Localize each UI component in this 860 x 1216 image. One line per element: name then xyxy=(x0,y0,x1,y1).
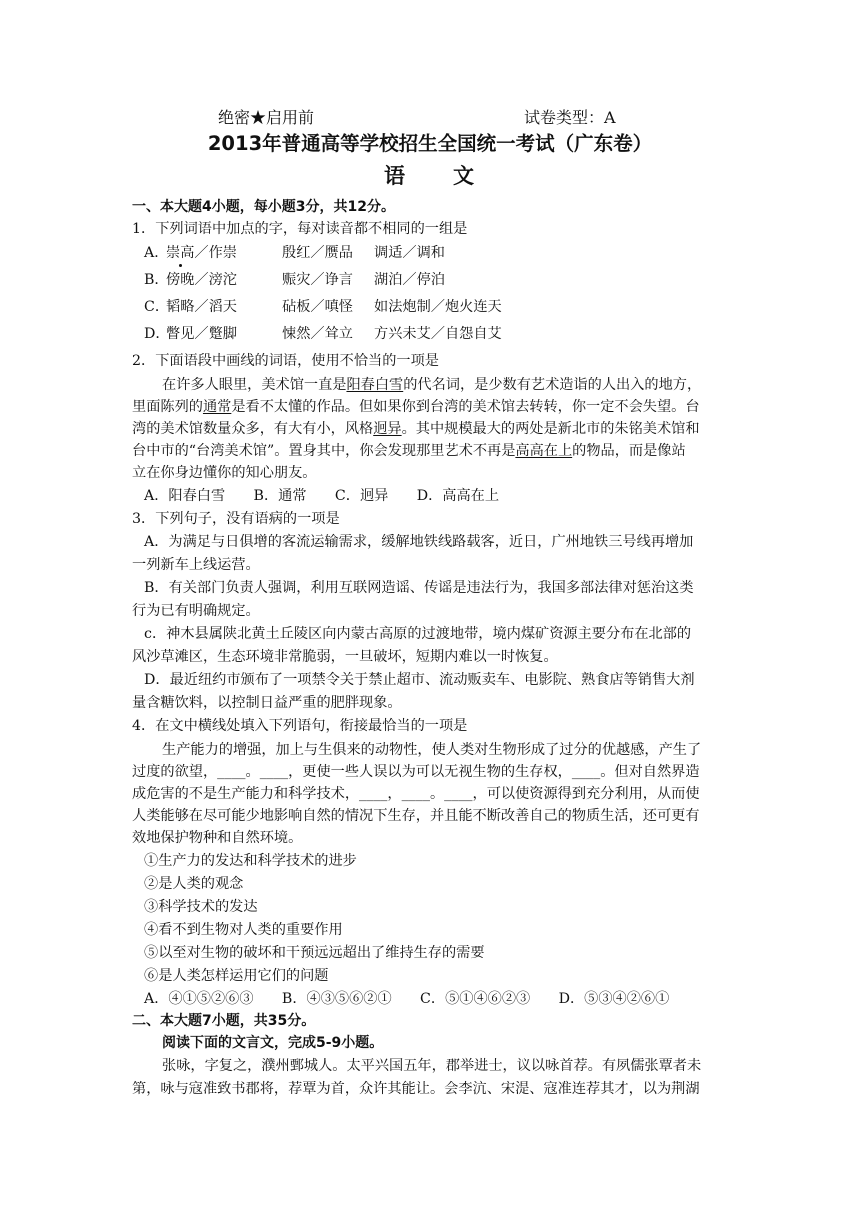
q1-option-c: C．韬略／滔天 砧板／嗔怪 如法炮制／炮火连天 xyxy=(144,299,502,315)
q4-passage-line-4: 人类能够在尽可能少地影响自然的情况下生存，并且能不断改善自己的物质生活，还可更有 xyxy=(132,808,700,824)
exam-title: 2013年普通高等学校招生全国统一考试（广东卷） xyxy=(207,132,653,155)
q2-passage-line-2: 里面陈列的通常是看不太懂的作品。但如果你到台湾的美术馆去转转，你一定不会失望。台 xyxy=(132,399,700,415)
underlined-term-2: 通常 xyxy=(202,399,232,415)
q2-passage-line-3: 湾的美术馆数量众多，有大有小，风格迥异。其中规模最大的两处是新北市的朱铭美术馆和 xyxy=(132,421,700,437)
classical-passage-line-1: 张咏，字复之，濮州鄄城人。太平兴国五年，郡举进士，议以咏首荐。有夙儒张覃者未 xyxy=(162,1058,702,1074)
q4-passage-line-5: 效地保护物种和自然环境。 xyxy=(132,830,303,846)
q3-stem: 3．下列句子，没有语病的一项是 xyxy=(132,511,340,527)
section-2-intro: 阅读下面的文言文，完成5-9小题。 xyxy=(162,1035,384,1051)
q2-passage-line-4: 台中市的“台湾美术馆”。置身其中，你会发现那里艺术不再是高高在上的物品，而是像站 xyxy=(132,443,686,459)
q2-passage-line-5: 立在你身边懂你的知心朋友。 xyxy=(132,465,317,481)
q4-stem: 4．在文中横线处填入下列语句，衔接最恰当的一项是 xyxy=(132,718,468,734)
q4-item-3: ③科学技术的发达 xyxy=(144,899,258,915)
q1-a-word-1: 崇高 xyxy=(166,245,195,261)
q4-item-2: ②是人类的观念 xyxy=(144,876,244,892)
q1-option-b: B．傍晚／滂沱 赈灾／诤言 湖泊／停泊 xyxy=(144,272,445,288)
q4-item-1: ①生产力的发达和科学技术的进步 xyxy=(144,853,357,869)
q3-option-b-line-1: B．有关部门负责人强调，利用互联网造谣、传谣是违法行为，我国多部法律对惩治这类 xyxy=(144,580,694,596)
q4-item-4: ④看不到生物对人类的重要作用 xyxy=(144,922,343,938)
underlined-term-1: 阳春白雪 xyxy=(346,377,404,393)
q4-passage-line-3: 成危害的不是生产能力和科学技术，____，____。____，可以使资源得到充分利用，从而使 xyxy=(132,786,700,802)
confidential-label: 绝密★启用前 xyxy=(218,108,315,127)
q4-options: A．④①⑤②⑥③ B．④③⑤⑥②① C．⑤①④⑥②③ D．⑤③④②⑥① xyxy=(144,991,670,1007)
q3-option-a-line-1: A．为满足与日俱增的客流运输需求，缓解地铁线路载客，近日，广州地铁三号线再增加 xyxy=(144,534,694,550)
q1-stem: 1．下列词语中加点的字，每对读音都不相同的一组是 xyxy=(132,221,468,237)
q4-passage-line-1: 生产能力的增强，加上与生俱来的动物性，使人类对生物形成了过分的优越感，产生了 xyxy=(162,742,702,758)
q2-passage-line-1: 在许多人眼里，美术馆一直是阳春白雪的代名词，是少数有艺术造诣的人出入的地方， xyxy=(162,377,702,393)
q2-stem: 2．下面语段中画线的词语，使用不恰当的一项是 xyxy=(132,353,439,369)
q4-passage-line-2: 过度的欲望，____。____，更使一些人误以为可以无视生物的生存权，____。但对自然界造 xyxy=(132,764,700,780)
underlined-term-4: 高高在上 xyxy=(515,443,573,459)
underlined-term-3: 迥异 xyxy=(373,421,402,437)
q3-option-b-line-2: 行为已有明确规定。 xyxy=(132,603,260,619)
section-2-heading: 二、本大题7小题，共35分。 xyxy=(132,1013,316,1029)
q3-option-c-line-1: c．神木县属陕北黄土丘陵区向内蒙古高原的过渡地带，境内煤矿资源主要分布在北部的 xyxy=(144,626,692,642)
classical-passage-line-2: 第，咏与寇准致书郡将，荐覃为首，众许其能让。会李沆、宋湜、寇准连荐其才，以为荆湖 xyxy=(132,1081,700,1097)
subject-title: 语 文 xyxy=(384,164,476,188)
paper-type-label: 试卷类型：A xyxy=(524,108,616,127)
q1-option-d: D．瞥见／蹩脚 悚然／耸立 方兴未艾／自怨自艾 xyxy=(144,326,502,342)
section-1-heading: 一、本大题4小题，每小题3分，共12分。 xyxy=(132,199,395,215)
q4-item-5: ⑤以至对生物的破坏和干预远远超出了维持生存的需要 xyxy=(144,945,485,961)
q3-option-a-line-2: 一列新车上线运营。 xyxy=(132,557,260,573)
q3-option-c-line-2: 风沙草滩区，生态环境非常脆弱，一旦破坏，短期内难以一时恢复。 xyxy=(132,649,558,665)
q1-a-word-2: 作崇 xyxy=(208,245,237,261)
q4-item-6: ⑥是人类怎样运用它们的问题 xyxy=(144,968,329,984)
q3-option-d-line-2: 量含糖饮料，以控制日益严重的肥胖现象。 xyxy=(132,695,402,711)
q3-option-d-line-1: D．最近纽约市颁布了一项禁令关于禁止超市、流动贩卖车、电影院、熟食店等销售大剂 xyxy=(144,672,695,688)
q1-option-a: A．崇高／作崇 殷红／赝品 调适／调和 xyxy=(144,245,445,261)
q2-options: A．阳春白雪 B．通常 C．迥异 D．高高在上 xyxy=(144,488,500,504)
